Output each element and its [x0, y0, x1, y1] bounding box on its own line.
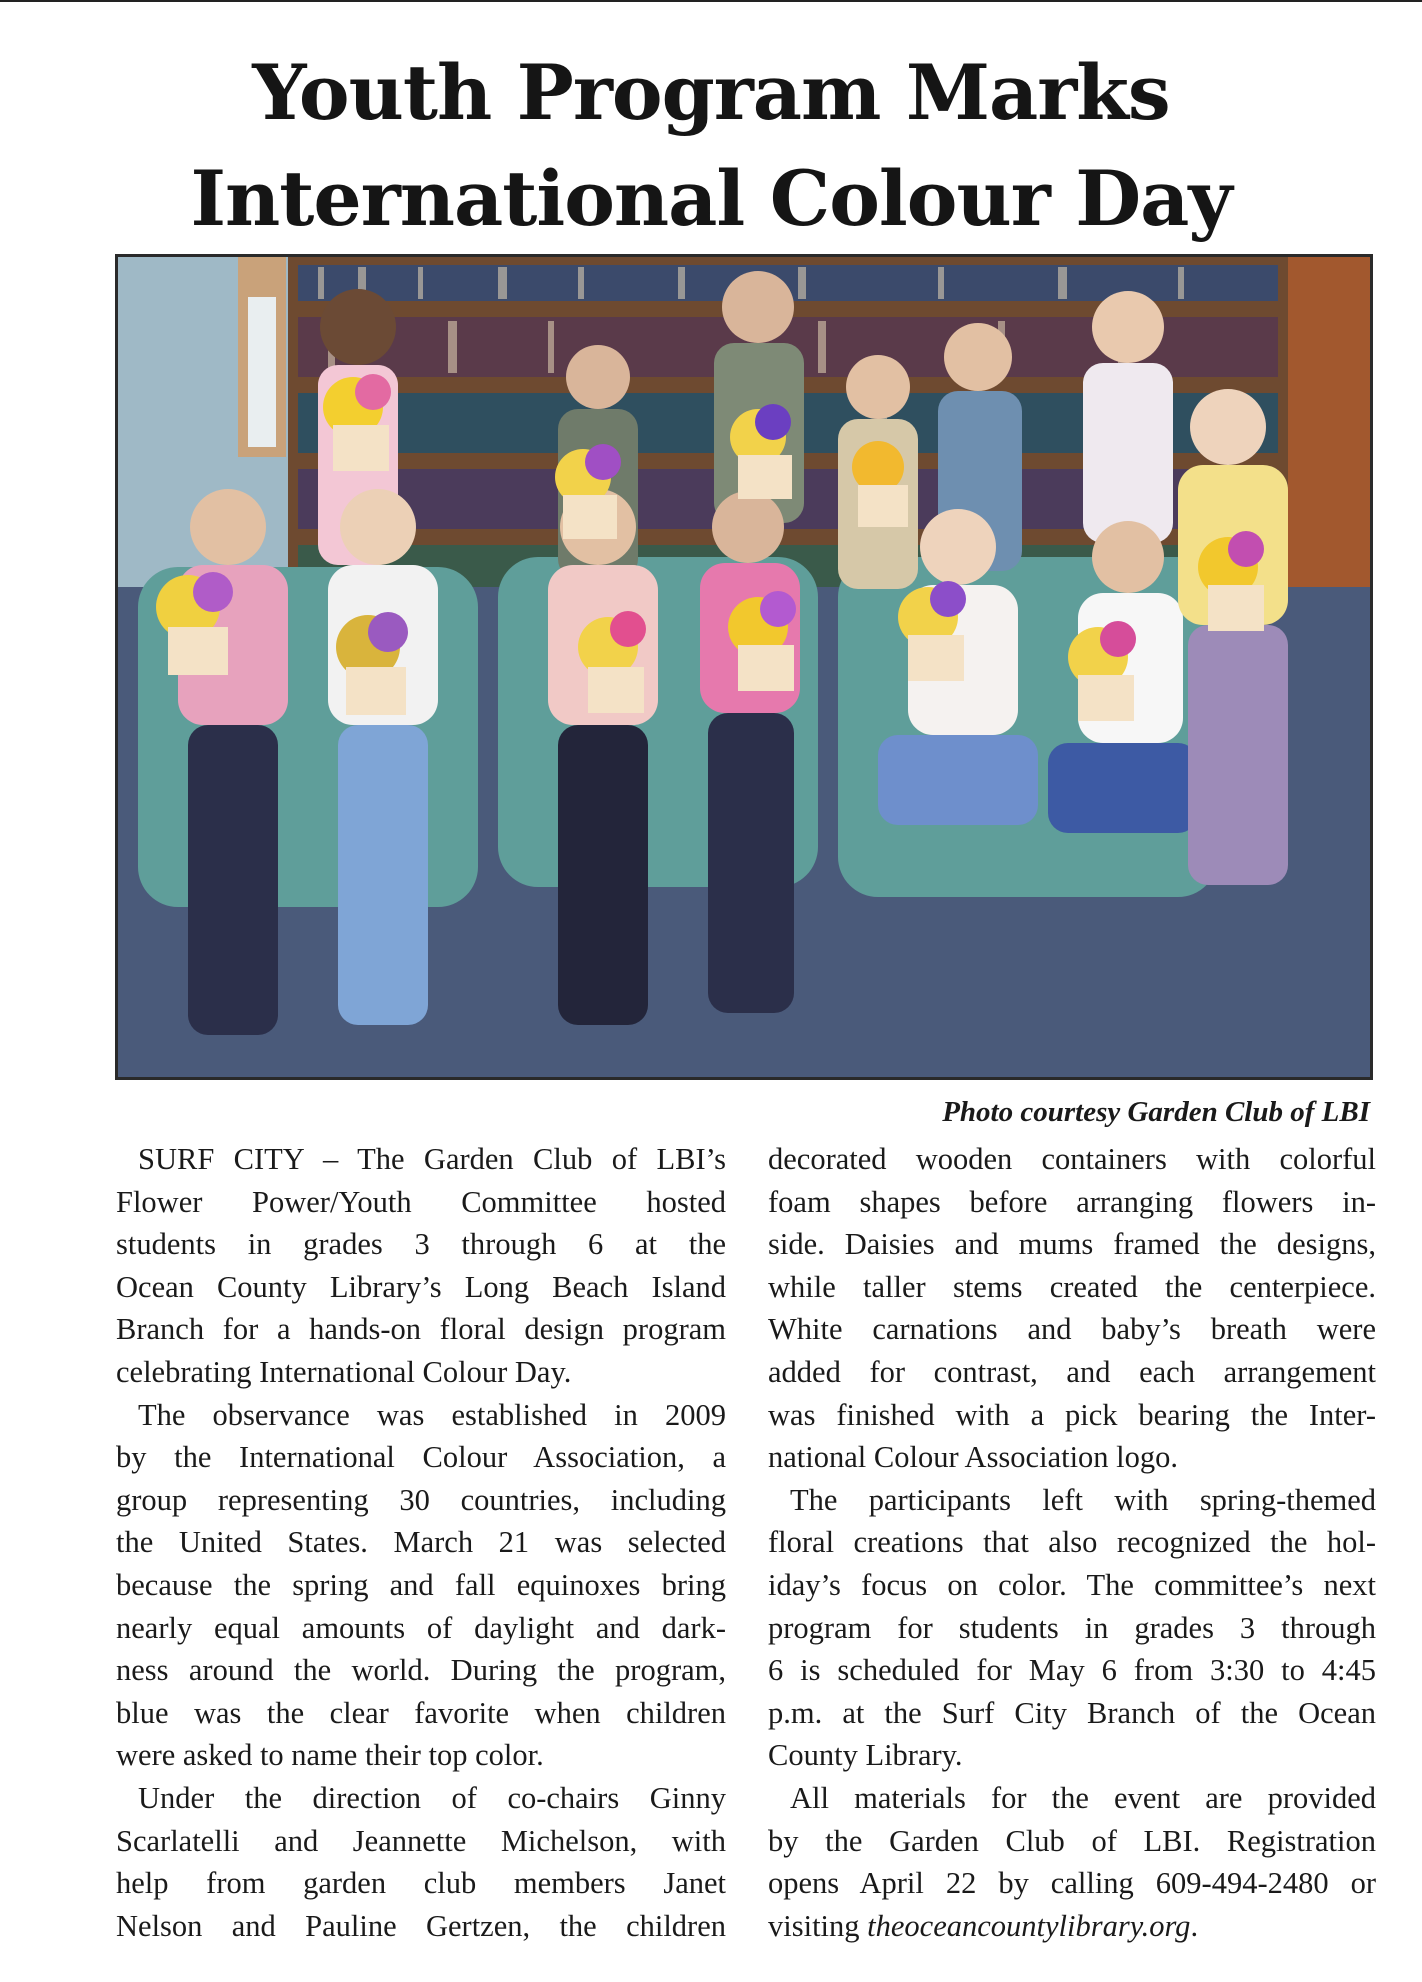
article-line: blue was the clear favorite when children: [116, 1695, 726, 1730]
article-line: nearly equal amounts of daylight and dark-: [116, 1610, 726, 1645]
article-line: added for contrast, and each arrangement: [768, 1354, 1376, 1389]
article-column-right: [768, 1138, 1376, 1947]
article-line: Scarlatelli and Jeannette Michelson, with: [116, 1823, 726, 1858]
article-line: Under the direction of co-chairs Ginny: [138, 1780, 726, 1815]
article-line: the United States. March 21 was selected: [116, 1525, 726, 1560]
article-line: were asked to name their top color.: [116, 1738, 544, 1773]
article-line: All materials for the event are provided: [790, 1780, 1376, 1815]
article-line: decorated wooden containers with colorful: [768, 1142, 1376, 1176]
article-line: side. Daisies and mums framed the designs,: [768, 1227, 1376, 1262]
article-line: The observance was established in 2009: [138, 1397, 726, 1432]
article-line: celebrating International Colour Day.: [116, 1354, 572, 1389]
photo-illustration: [118, 257, 1370, 1077]
library-url: theoceancountylibrary.org: [867, 1908, 1191, 1943]
article-line: was finished with a pick bearing the Inter-: [768, 1397, 1376, 1432]
photo-chairs: [138, 557, 1218, 907]
photo-wood-panel: [1288, 257, 1370, 587]
article-line: students in grades 3 through 6 at the: [116, 1227, 726, 1262]
final-line-suffix: .: [1190, 1908, 1199, 1943]
article-line: opens April 22 by calling 609-494-2480 or: [768, 1866, 1376, 1901]
headline: [0, 40, 1422, 252]
article-line: Nelson and Pauline Gertzen, the children: [116, 1908, 726, 1943]
article-line: 6 is scheduled for May 6 from 3:30 to 4:45: [768, 1653, 1376, 1688]
headline-line-1: Youth Program Marks: [252, 48, 1170, 137]
article-final-line: [768, 1905, 1376, 1948]
article-line: group representing 30 countries, including: [116, 1482, 726, 1517]
article-line: Ocean County Library’s Long Beach Island: [116, 1269, 726, 1304]
top-rule: [0, 0, 1422, 2]
article-line: Flower Power/Youth Committee hosted: [116, 1184, 726, 1219]
article-line: County Library.: [768, 1738, 963, 1773]
article-line: The participants left with spring-themed: [790, 1482, 1376, 1517]
article-line: Branch for a hands-on floral design program: [116, 1312, 726, 1347]
final-line-prefix: visiting: [768, 1908, 868, 1943]
article-line: iday’s focus on color. The committee’s next: [768, 1567, 1376, 1602]
article-line: ness around the world. During the program,: [116, 1653, 726, 1688]
article-line: by the Garden Club of LBI. Registration: [768, 1823, 1376, 1858]
article-line: p.m. at the Surf City Branch of the Ocean: [768, 1695, 1376, 1730]
article-photo: [115, 254, 1373, 1080]
article-line: White carnations and baby’s breath were: [768, 1312, 1376, 1347]
photo-window-glass: [248, 297, 276, 447]
photo-credit: Photo courtesy Garden Club of LBI: [942, 1096, 1370, 1128]
article-line: by the International Colour Association, a: [116, 1440, 726, 1475]
headline-line-2: International Colour Day: [190, 154, 1232, 243]
article-line: program for students in grades 3 through: [768, 1610, 1376, 1645]
article-line: foam shapes before arranging flowers in-: [768, 1184, 1376, 1219]
article-line: while taller stems created the centerpiece.: [768, 1269, 1376, 1304]
article-line: floral creations that also recognized the hol-: [768, 1525, 1376, 1560]
article-line: national Colour Association logo.: [768, 1440, 1179, 1475]
article-line: because the spring and fall equinoxes bring: [116, 1567, 726, 1602]
article-column-left: [116, 1138, 726, 1947]
article-line: SURF CITY – The Garden Club of LBI’s: [138, 1142, 726, 1176]
article-line: help from garden club members Janet: [116, 1866, 726, 1901]
